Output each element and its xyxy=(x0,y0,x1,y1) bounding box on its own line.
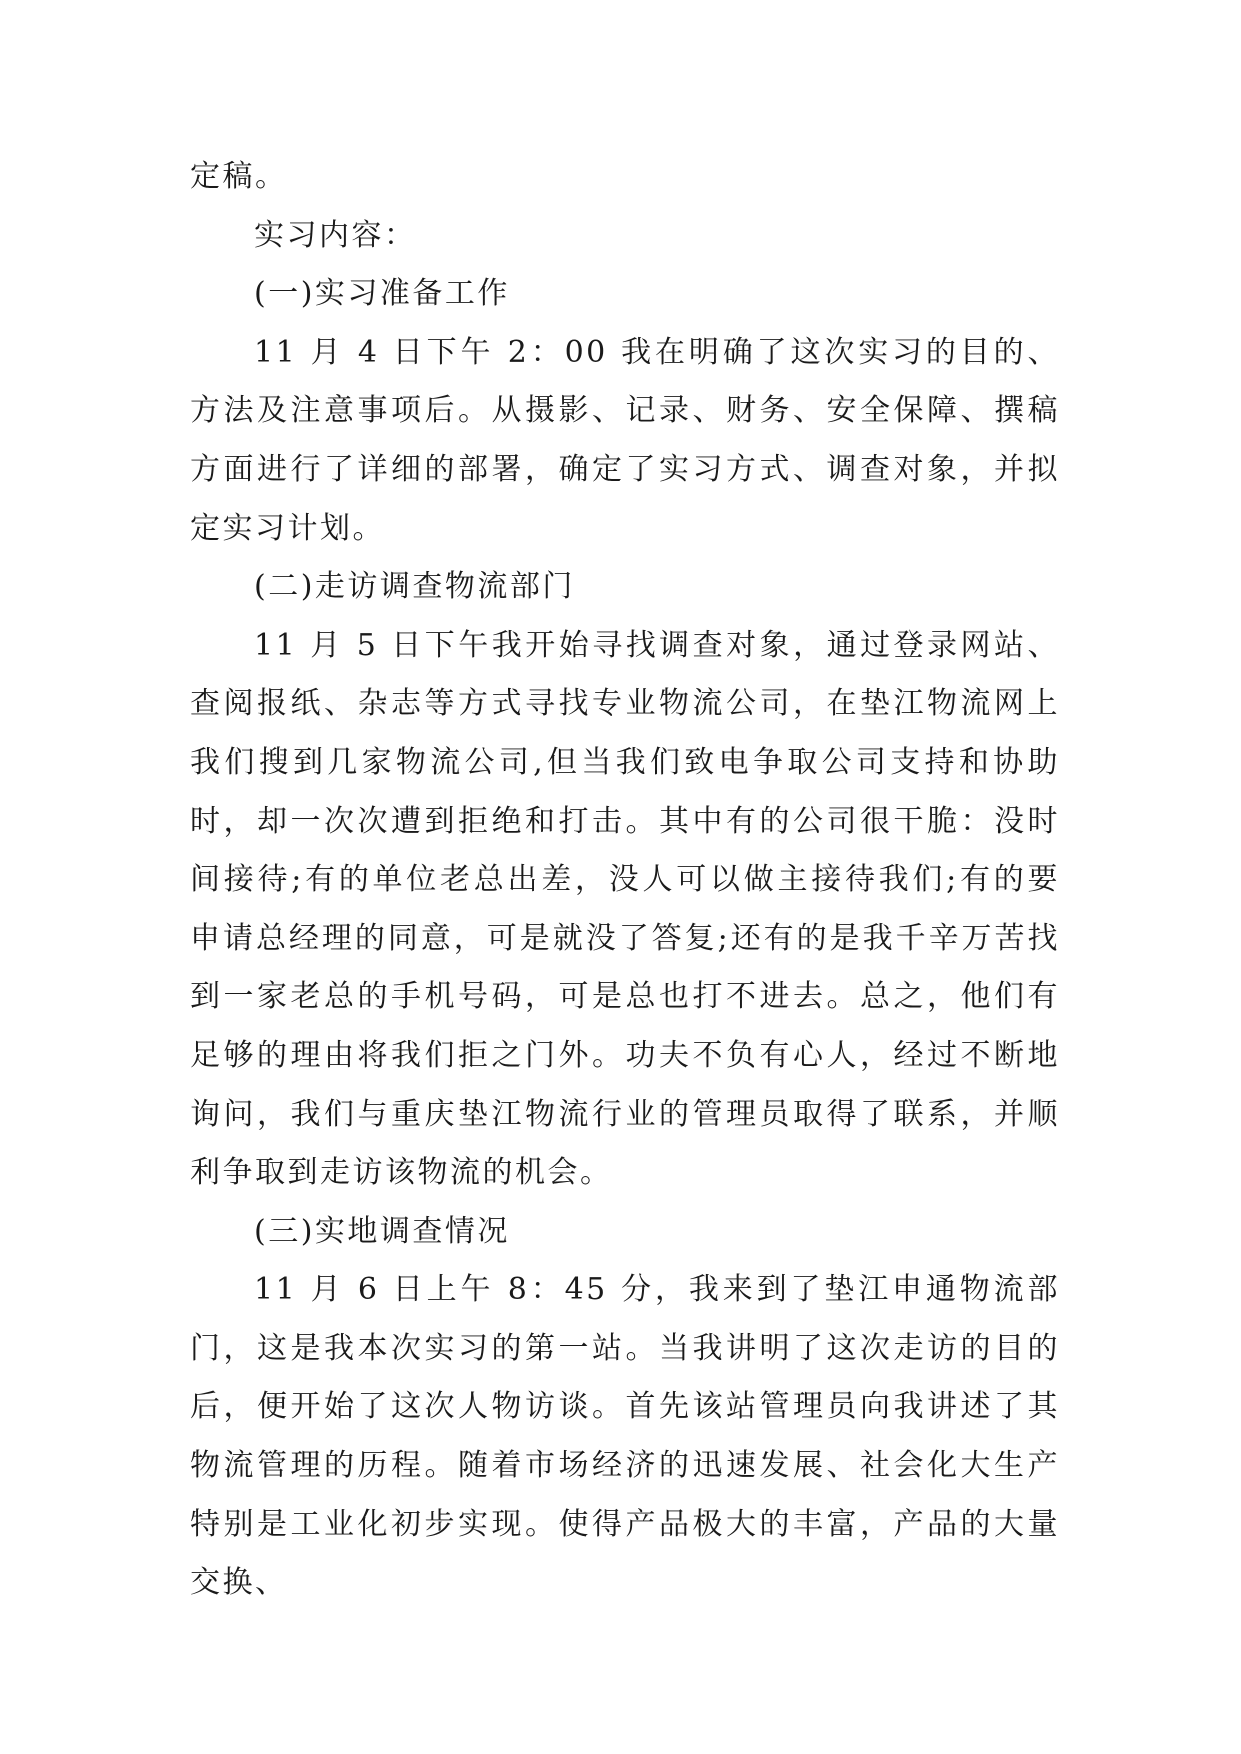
paragraph-finalize: 定稿。 xyxy=(190,159,288,194)
section-heading-field-survey: (三)实地调查情况 xyxy=(254,1213,510,1249)
section-heading-preparation: (一)实习准备工作 xyxy=(254,276,510,312)
paragraph-field-survey: 11 月 6 日上午 8：45 分，我来到了垫江申通物流部门，这是我本次实习的第一站。当我讲明了这次走访的目的后，便开始了这次人物访谈。首先该站管理员向我讲述了其物流管理的历程。随着市场经济的迅速发展、社会化大生产特别是工业化初步实现。使得产品极大的丰富，产品的大量交换、 xyxy=(190,1272,1060,1601)
paragraph-visit: 11 月 5 日下午我开始寻找调查对象，通过登录网站、查阅报纸、杂志等方式寻找专业物流公司，在垫江物流网上我们搜到几家物流公司,但当我们致电争取公司支持和协助时，却一次次遭到拒绝和打击。其中有的公司很干脆：没时间接待;有的单位老总出差，没人可以做主接待我们;有的要申请总经理的同意，可是就没了答复;还有的是我千辛万苦找到一家老总的手机号码，可是总也打不进去。总之，他们有足够的理由将我们拒之门外。功夫不负有心人，经过不断地询问，我们与重庆垫江物流行业的管理员取得了联系，并顺利争取到走访该物流的机会。 xyxy=(190,627,1060,1191)
document-page xyxy=(190,148,1060,1613)
section-heading-visit: (二)走访调查物流部门 xyxy=(254,569,575,605)
heading-internship-content: 实习内容： xyxy=(254,217,417,253)
paragraph-preparation: 11 月 4 日下午 2：00 我在明确了这次实习的目的、方法及注意事项后。从摄影、记录、财务、安全保障、撰稿方面进行了详细的部署，确定了实习方式、调查对象，并拟定实习计划。 xyxy=(190,334,1060,546)
